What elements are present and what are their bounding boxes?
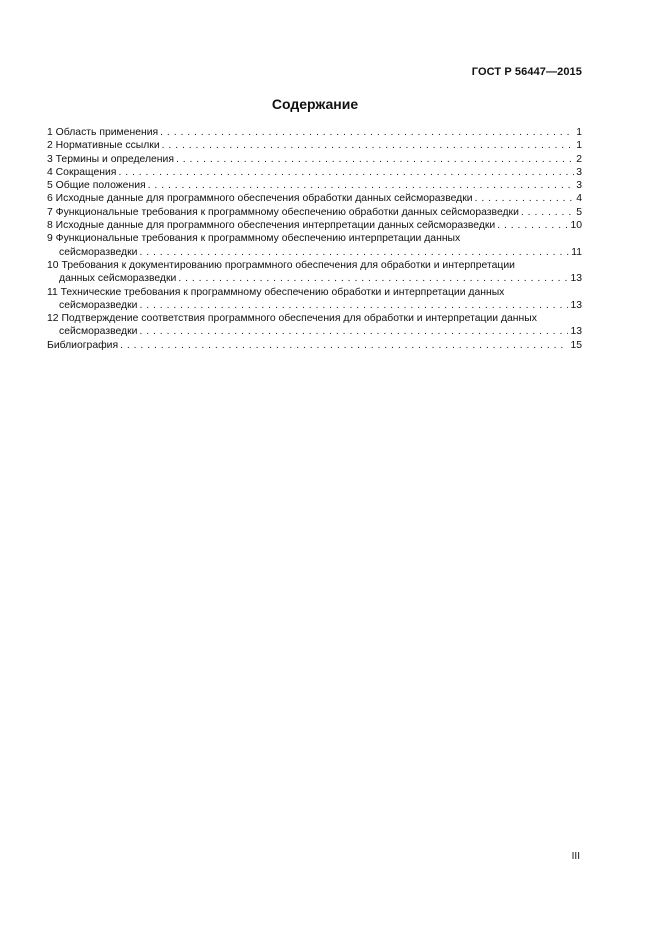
toc-entry-1[interactable]: [47, 126, 582, 139]
toc-leader-dots: [118, 166, 574, 179]
toc-entry-page: 10: [570, 220, 582, 232]
toc-leader-dots: [162, 139, 575, 152]
toc-entry-first-line: 9 Функциональные требования к программному обеспечению интерпретации данных: [47, 233, 461, 245]
toc-entry-text: Библиография: [47, 339, 119, 351]
toc-leader-dots: [176, 153, 574, 166]
toc-leader-dots: [139, 246, 569, 259]
toc-entry-7[interactable]: [47, 206, 582, 219]
toc-leader-dots: [160, 126, 574, 139]
toc-entry-text: 4 Сокращения: [47, 166, 117, 178]
toc-entry-page: 2: [576, 153, 582, 165]
toc-entry-page: 3: [576, 166, 582, 178]
toc-entry-page: 11: [571, 246, 582, 258]
page-number: III: [571, 851, 580, 862]
toc-entry-page: 13: [570, 326, 582, 338]
toc-leader-dots: [139, 299, 568, 312]
toc-leader-dots: [178, 272, 568, 285]
toc-entry-page: 1: [576, 140, 582, 152]
toc-entry-text: 8 Исходные данные для программного обеспечения интерпретации данных сейсморазведки: [47, 220, 496, 232]
toc-entry-4[interactable]: [47, 166, 582, 179]
toc-leader-dots: [521, 206, 574, 219]
toc-entry-page: 15: [570, 339, 582, 351]
toc-title: Содержание: [271, 96, 359, 112]
toc-entry-page: 3: [576, 180, 582, 192]
toc-entry-text: 5 Общие положения: [47, 180, 146, 192]
toc-entry-text: сейсморазведки: [59, 299, 138, 311]
toc-entry-10[interactable]: [47, 259, 582, 286]
toc-entry-text: 6 Исходные данные для программного обеспечения обработки данных сейсморазведки: [47, 193, 473, 205]
toc-entry-page: 13: [570, 299, 582, 311]
toc-leader-dots: [475, 192, 575, 205]
toc-entry-8[interactable]: [47, 219, 582, 232]
toc-entry-3[interactable]: [47, 153, 582, 166]
toc-entry-text: 1 Область применения: [47, 127, 159, 138]
toc-entry-first-line: 12 Подтверждение соответствия программного обеспечения для обработки и интерпретации данных: [47, 313, 537, 325]
toc-entry-page: 1: [576, 127, 582, 138]
toc-entry-text: 3 Термины и определения: [47, 153, 174, 165]
toc-entry-text: 7 Функциональные требования к программному обеспечению обработки данных сейсморазведки: [47, 206, 519, 218]
toc-leader-dots: [497, 219, 568, 232]
toc-entry-page: 5: [576, 206, 582, 218]
standard-code: ГОСТ Р 56447—2015: [471, 66, 582, 78]
toc-entry-text: сейсморазведки: [59, 246, 138, 258]
toc-entry-page: 13: [570, 273, 582, 285]
toc-entry-bibliography[interactable]: [47, 339, 582, 352]
toc-entry-12[interactable]: [47, 312, 582, 339]
toc-entry-6[interactable]: [47, 192, 582, 205]
toc-entry-text: сейсморазведки: [59, 326, 138, 338]
toc-entry-first-line: 11 Технические требования к программному обеспечению обработки и интерпретации данных: [47, 286, 505, 298]
toc-entry-9[interactable]: [47, 232, 582, 259]
toc-entry-5[interactable]: [47, 179, 582, 192]
toc-leader-dots: [120, 339, 568, 352]
toc-entry-text: 2 Нормативные ссылки: [47, 140, 160, 152]
toc-entry-page: 4: [576, 193, 582, 205]
toc-entry-2[interactable]: [47, 139, 582, 152]
toc-entry-text: данных сейсморазведки: [59, 273, 177, 285]
toc-leader-dots: [139, 325, 568, 338]
toc-entry-first-line: 10 Требования к документированию программного обеспечения для обработки и интерпретации: [47, 259, 515, 271]
table-of-contents: [47, 126, 582, 352]
toc-leader-dots: [148, 179, 575, 192]
toc-entry-11[interactable]: [47, 286, 582, 313]
